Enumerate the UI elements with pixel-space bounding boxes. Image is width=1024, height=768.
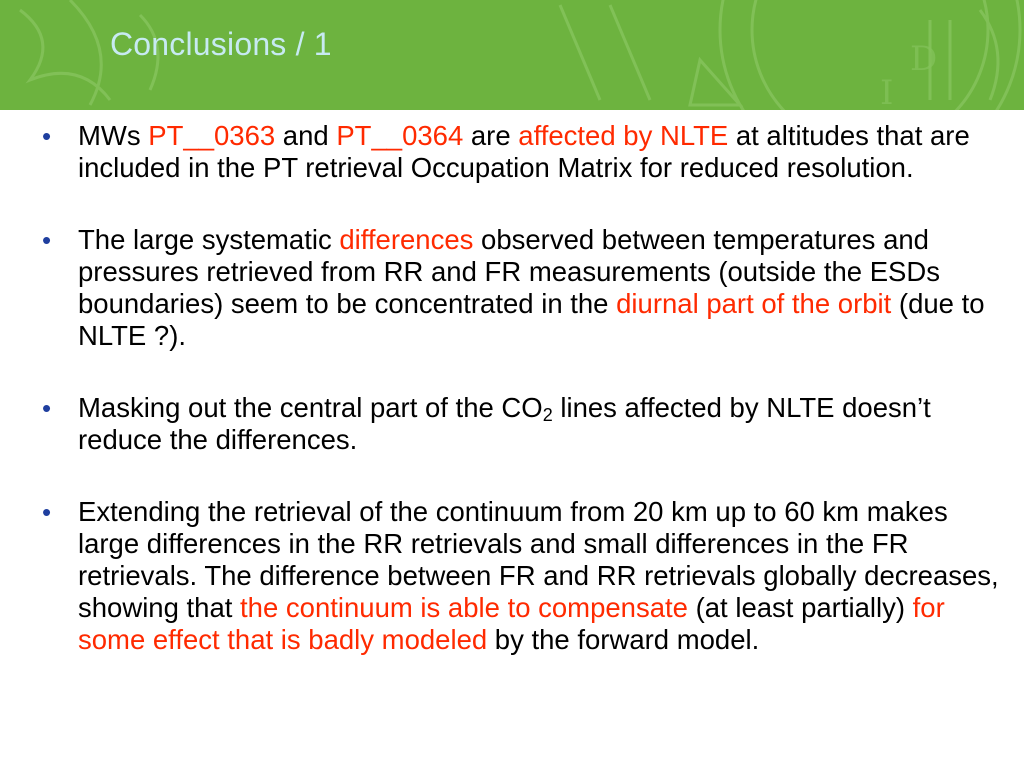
- bullet-dot-icon: •: [42, 393, 52, 423]
- slide-title: Conclusions / 1: [110, 26, 332, 62]
- bullet-text: at altitudes that are included in the PT retrieval Occupation Matrix for reduced resolution.: [78, 120, 970, 183]
- svg-text:I: I: [880, 73, 894, 110]
- bullet-text: (at least partially): [687, 592, 913, 623]
- highlighted-text: differences: [339, 224, 474, 255]
- slide-content: [40, 120, 1010, 656]
- bullet-text: (due to NLTE ?).: [78, 288, 985, 351]
- bullet-text: lines affected by NLTE doesn’t reduce the differences.: [78, 392, 931, 455]
- bullet-item: [40, 224, 1010, 352]
- bullet-text: are: [463, 120, 519, 151]
- bullet-text: MWs: [78, 120, 149, 151]
- bullet-dot-icon: •: [42, 225, 52, 255]
- header-banner: [0, 0, 1024, 110]
- bullet-text: 2: [542, 405, 553, 425]
- bullet-dot-icon: •: [42, 121, 52, 151]
- highlighted-text: PT__0364: [336, 120, 464, 151]
- highlighted-text: for some effect that is badly modeled: [78, 592, 945, 655]
- bullet-list: [40, 120, 1010, 656]
- highlighted-text: the continuum is able to compensate: [240, 592, 688, 623]
- bullet-text: The large systematic: [78, 224, 340, 255]
- bullet-text: by the forward model.: [487, 624, 760, 655]
- highlighted-text: diurnal part of the orbit: [616, 288, 892, 319]
- bullet-text: Masking out the central part of the CO: [78, 392, 543, 423]
- bullet-item: [40, 392, 1010, 456]
- bullet-dot-icon: •: [42, 497, 52, 527]
- bullet-text: observed between temperatures and pressures retrieved from RR and FR measurements (outside the ESDs boundaries) seem to be concentrated in the: [78, 224, 940, 319]
- bullet-item: [40, 496, 1010, 656]
- svg-text:D: D: [910, 39, 938, 79]
- highlighted-text: affected by NLTE: [518, 120, 729, 151]
- bullet-text: and: [275, 120, 337, 151]
- highlighted-text: PT__0363: [148, 120, 276, 151]
- bullet-item: [40, 120, 1010, 184]
- bullet-text: Extending the retrieval of the continuum from 20 km up to 60 km makes large differences in the RR retrievals and small differences in the FR retrievals. The difference between FR and RR retrievals globally decreases, showing that: [78, 496, 999, 623]
